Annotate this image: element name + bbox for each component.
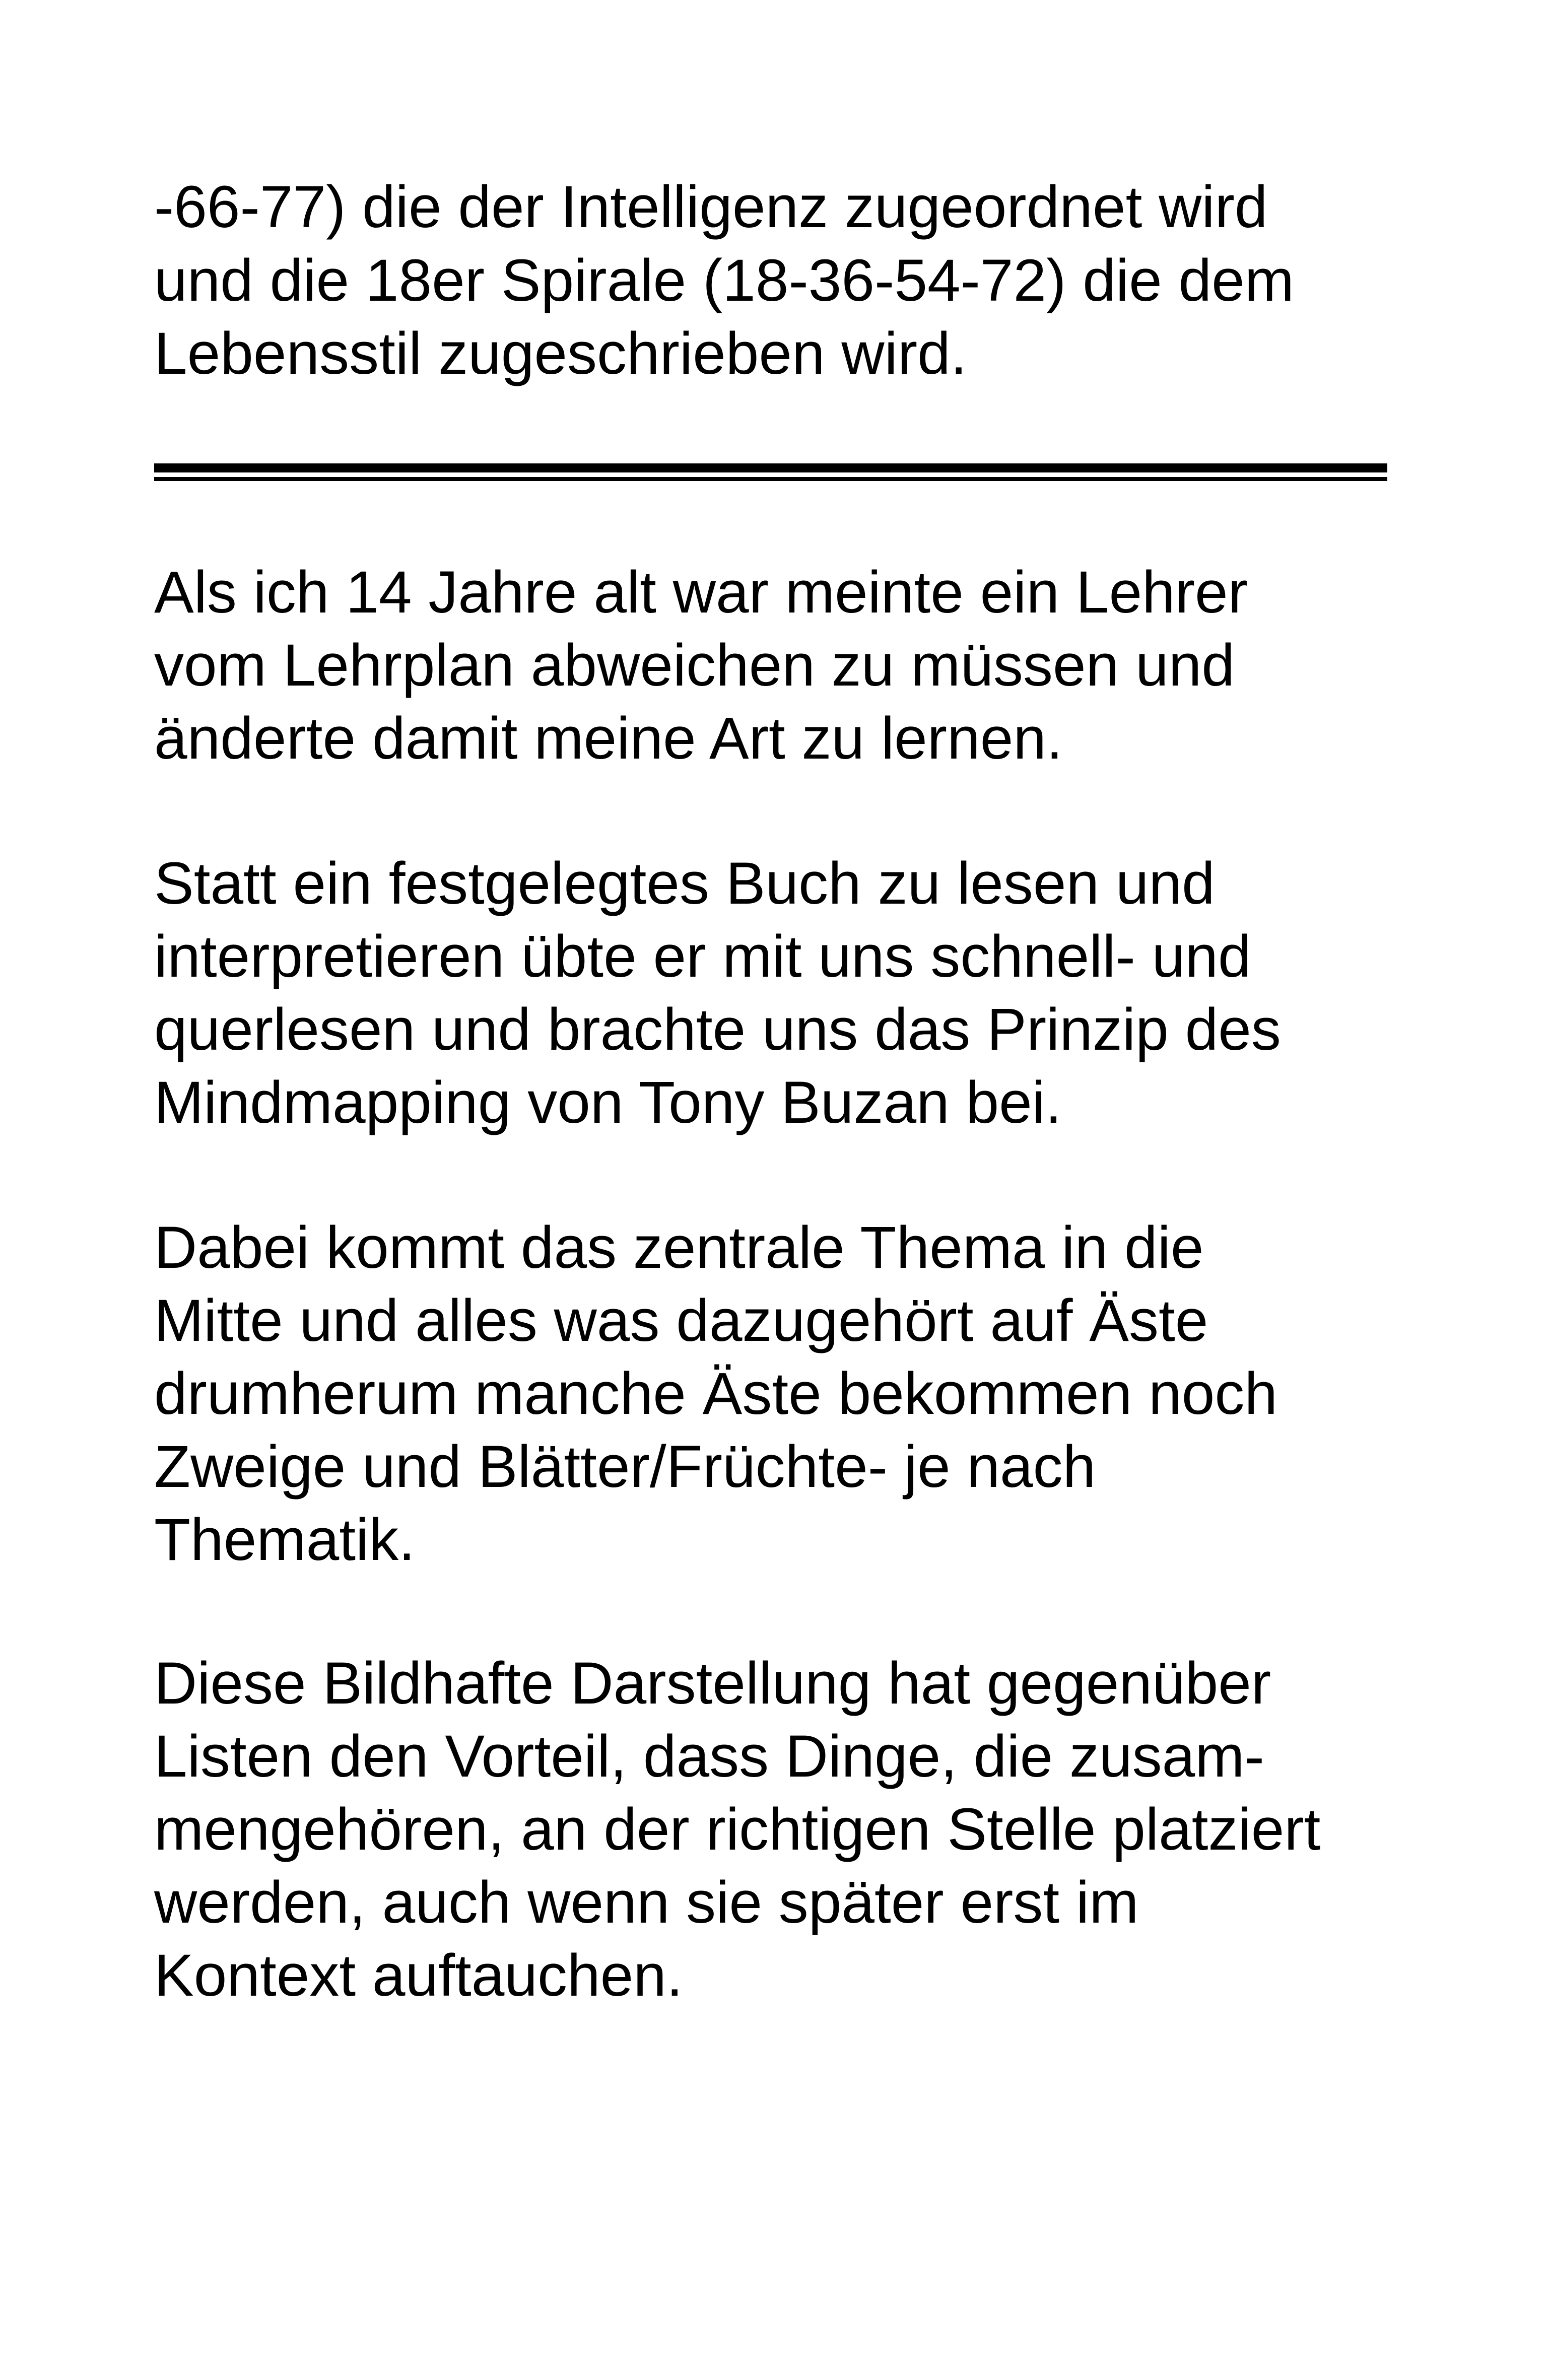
paragraph-3-line-3: drumherum manche Äste bekommen noch: [154, 1361, 1277, 1427]
paragraph-3-line-1: Dabei kommt das zentrale Thema in die: [154, 1214, 1204, 1281]
paragraph-4-line-3: mengehören, an der richtigen Stelle platziert: [154, 1796, 1321, 1863]
paragraph-4-line-5: Kontext auftauchen.: [154, 1942, 683, 2009]
paragraph-3-line-4: Zweige und Blätter/Früchte- je nach: [154, 1434, 1096, 1500]
paragraph-4-line-2: Listen den Vorteil, dass Dinge, die zusam-: [154, 1723, 1264, 1790]
paragraph-2-line-4: Mindmapping von Tony Buzan bei.: [154, 1069, 1062, 1136]
paragraph-2-line-1: Statt ein festgelegtes Buch zu lesen und: [154, 850, 1215, 917]
intro-line-3: Lebensstil zugeschrieben wird.: [154, 320, 967, 387]
divider-thick: [154, 463, 1387, 472]
divider-thin: [154, 477, 1387, 481]
paragraph-4-line-4: werden, auch wenn sie später erst im: [154, 1869, 1139, 1936]
intro-line-1: -66-77) die der Intelligenz zugeordnet wird: [154, 174, 1268, 240]
paragraph-1-line-2: vom Lehrplan abweichen zu müssen und: [154, 632, 1235, 699]
paragraph-1-line-3: änderte damit meine Art zu lernen.: [154, 705, 1063, 772]
paragraph-1-line-1: Als ich 14 Jahre alt war meinte ein Lehrer: [154, 559, 1248, 626]
paragraph-2-line-2: interpretieren übte er mit uns schnell- und: [154, 923, 1251, 990]
paragraph-4-line-1: Diese Bildhafte Darstellung hat gegenüber: [154, 1650, 1271, 1717]
intro-line-2: und die 18er Spirale (18-36-54-72) die dem: [154, 247, 1295, 314]
paragraph-2-line-3: querlesen und brachte uns das Prinzip des: [154, 996, 1281, 1063]
paragraph-3-line-5: Thematik.: [154, 1507, 416, 1573]
paragraph-3-line-2: Mitte und alles was dazugehört auf Äste: [154, 1287, 1208, 1354]
